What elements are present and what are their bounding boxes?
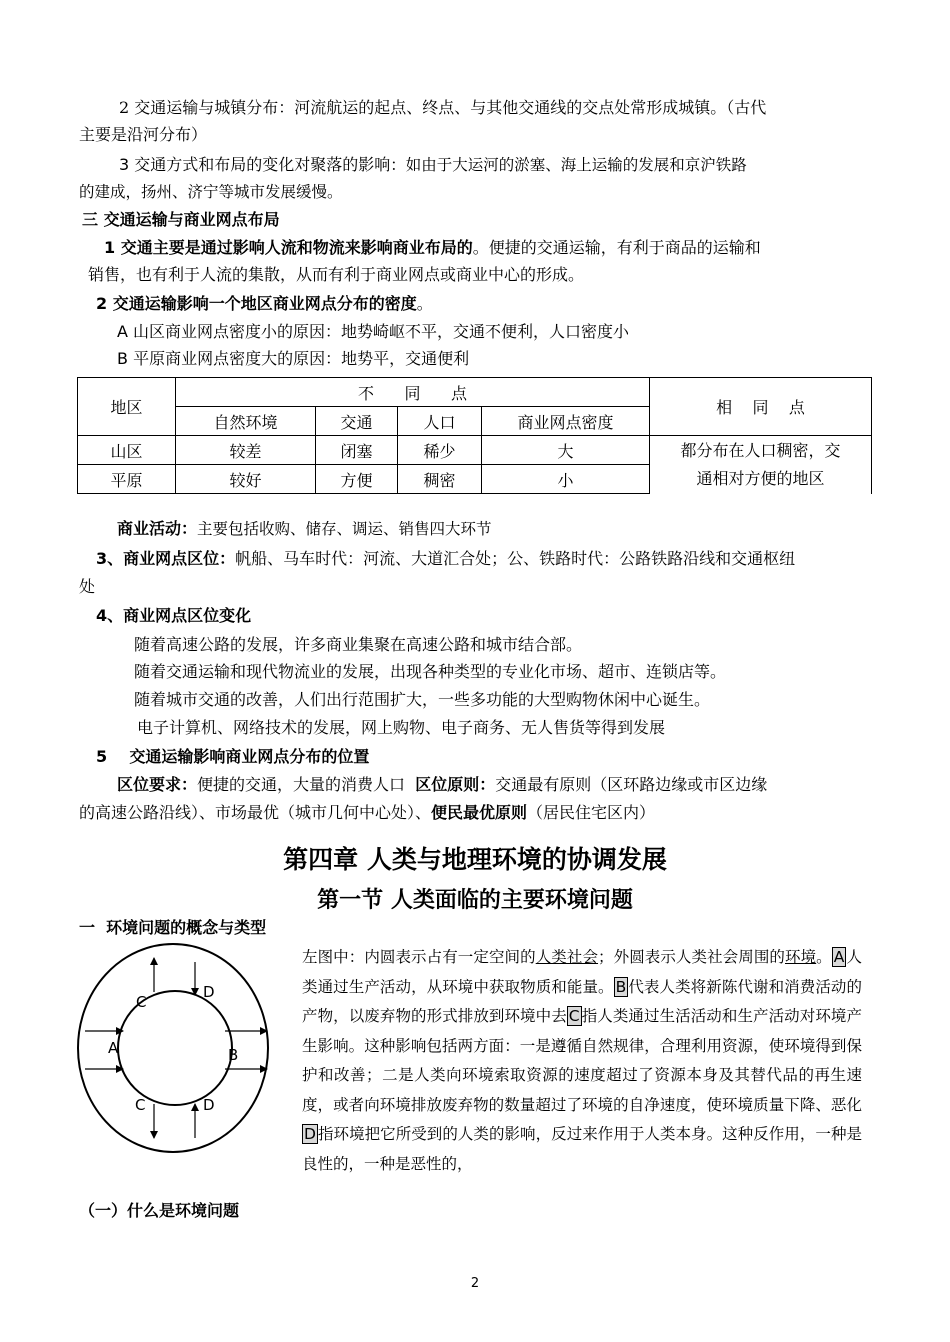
heading-settlement: 3 交通方式和布局的变化对聚落的影响 bbox=[119, 155, 391, 174]
para-text: 人类通过生产活动，从环境中获取物质和能量。 bbox=[302, 948, 862, 996]
label-a: A bbox=[108, 1039, 119, 1057]
diagram-explanation bbox=[302, 943, 862, 1179]
para-text: 代表人类将新陈代谢和消费活动的产物，以废弃物的形式排放到环境中去 bbox=[302, 977, 862, 1025]
list-item: 随着交通运输和现代物流业的发展，出现各种类型的专业化市场、超市、连锁店等。 bbox=[134, 662, 727, 681]
term-human-society: 人类社会 bbox=[535, 948, 599, 966]
line-p3-cont: 处 bbox=[79, 577, 96, 596]
list-item: 随着城市交通的改善，人们出行范围扩大，一些多功能的大型购物休闲中心诞生。 bbox=[134, 690, 711, 709]
principle-heading: 区位原则： bbox=[415, 775, 496, 794]
subsection-title: 一 环境问题的概念与类型 bbox=[79, 918, 267, 937]
text-settlement: ：如由于大运河的淤塞、海上运输的发展和京沪铁路 bbox=[390, 156, 747, 174]
outer-circle-environment bbox=[78, 944, 268, 1152]
line-transport-town bbox=[119, 97, 766, 119]
principle-text: 交通最有原则（区环路边缘或市区边缘 bbox=[495, 775, 768, 794]
list-item: 随着高速公路的发展，许多商业集聚在高速公路和城市结合部。 bbox=[134, 635, 583, 654]
text-transport-town: ：河流航运的起点、终点、与其他交通线的交点处常形成城镇。（古代 bbox=[278, 98, 767, 117]
table-row bbox=[78, 436, 872, 465]
marker-d: D bbox=[304, 1125, 316, 1143]
section-title-commerce: 三 交通运输与商业网点布局 bbox=[82, 210, 280, 229]
same-text-line1: 都分布在人口稠密，交 bbox=[680, 440, 841, 460]
para-text: ；外圆表示人类社会周围的 bbox=[598, 948, 785, 966]
line-location-cont bbox=[79, 802, 655, 824]
p2-heading: 2 交通运输影响一个地区商业网点分布的密度 bbox=[96, 294, 417, 313]
line-ancient: 主要是沿河分布） bbox=[79, 125, 208, 144]
term-environment: 环境 bbox=[785, 948, 817, 966]
line-p1-cont: 销售，也有利于人流的集散，从而有利于商业网点或商业中心的形成。 bbox=[88, 265, 585, 284]
human-environment-diagram bbox=[75, 942, 275, 1167]
marker-b: B bbox=[615, 977, 627, 996]
page-number: 2 bbox=[470, 1276, 480, 1291]
principle-cont-b: 便民最优原则 bbox=[431, 803, 528, 822]
cell-env: 较好 bbox=[176, 465, 316, 494]
cell-region: 山区 bbox=[78, 436, 176, 465]
principle-cont-c: （居民住宅区内） bbox=[527, 803, 656, 822]
subheader-traffic: 交通 bbox=[316, 407, 398, 436]
para-text: 左图中：内圆表示占有一定空间的 bbox=[302, 948, 536, 966]
label-d-bottom: D bbox=[203, 1096, 215, 1114]
subheader-population: 人口 bbox=[398, 407, 482, 436]
subheader-density: 商业网点密度 bbox=[482, 407, 650, 436]
line-cities: 的建成，扬州、济宁等城市发展缓慢。 bbox=[79, 183, 343, 201]
cell-same bbox=[650, 436, 872, 494]
p5-heading: 5 交通运输影响商业网点分布的位置 bbox=[96, 747, 370, 766]
header-same: 相 同 点 bbox=[650, 378, 872, 436]
cell-population: 稠密 bbox=[398, 465, 482, 494]
subsection-what-is: （一）什么是环境问题 bbox=[79, 1201, 240, 1220]
header-region: 地区 bbox=[78, 378, 176, 436]
label-c-top: C bbox=[136, 993, 147, 1011]
activity-heading: 商业活动： bbox=[117, 519, 198, 538]
line-location bbox=[117, 774, 767, 796]
p3-text: 帆船、马车时代：河流、大道汇合处；公、铁路时代：公路铁路沿线和交通枢纽 bbox=[235, 549, 796, 568]
line-p2 bbox=[96, 293, 433, 315]
cell-traffic: 方便 bbox=[316, 465, 398, 494]
line-plain: B 平原商业网点密度大的原因：地势平，交通便利 bbox=[117, 349, 470, 368]
cell-traffic: 闭塞 bbox=[316, 436, 398, 465]
cell-density: 大 bbox=[482, 436, 650, 465]
line-mountain: A 山区商业网点密度小的原因：地势崎岖不平，交通不便利，人口密度小 bbox=[117, 322, 630, 341]
label-d-top: D bbox=[203, 983, 215, 1001]
marker-c: C bbox=[568, 1007, 580, 1025]
cell-region: 平原 bbox=[78, 465, 176, 494]
line-settlement bbox=[119, 154, 747, 176]
para-text: 。 bbox=[816, 948, 832, 966]
section-title: 第一节 人类面临的主要环境问题 bbox=[317, 888, 633, 913]
line-p1 bbox=[104, 237, 761, 259]
comparison-table bbox=[77, 377, 872, 494]
subheader-env: 自然环境 bbox=[176, 407, 316, 436]
requirement-text: 便捷的交通，大量的消费人口 bbox=[197, 775, 416, 794]
p3-heading: 3、商业网点区位： bbox=[96, 549, 236, 568]
list-item: 电子计算机、网络技术的发展，网上购物、电子商务、无人售货等得到发展 bbox=[137, 718, 666, 737]
header-differences: 不 同 点 bbox=[176, 378, 650, 407]
cell-population: 稀少 bbox=[398, 436, 482, 465]
chapter-title: 第四章 人类与地理环境的协调发展 bbox=[283, 845, 667, 874]
label-b: B bbox=[228, 1046, 239, 1064]
marker-a: A bbox=[833, 948, 845, 966]
p1-heading: 1 交通主要是通过影响人流和物流来影响商业布局的 bbox=[104, 238, 473, 257]
heading-transport-town: 2 交通运输与城镇分布 bbox=[119, 98, 279, 117]
p2-text: 。 bbox=[416, 294, 433, 313]
para-text: 指人类通过生活活动和生产活动对环境产生影响。这种影响包括两方面：一是遵循自然规律，合理利用资源，使环境得到保护和改善；二是人类向环境索取资源的速度超过了资源本身及其替代品的再生速度，或者向环境排放废弃物的数量超过了环境的自净速度，使环境质量下降、恶化 bbox=[302, 1007, 862, 1114]
line-p3 bbox=[96, 548, 795, 570]
same-text-line2: 通相对方便的地区 bbox=[696, 468, 825, 488]
line-activity bbox=[117, 518, 492, 540]
activity-text: 主要包括收购、储存、调运、销售四大环节 bbox=[197, 520, 492, 538]
label-c-bottom: C bbox=[135, 1096, 146, 1114]
requirement-heading: 区位要求： bbox=[117, 775, 198, 794]
cell-env: 较差 bbox=[176, 436, 316, 465]
principle-cont-a: 的高速公路沿线）、市场最优（城市几何中心处）、 bbox=[79, 803, 432, 822]
para-text: 指环境把它所受到的人类的影响，反过来作用于人类本身。这种反作用，一种是良性的，一种是恶性的， bbox=[302, 1125, 862, 1173]
p1-text: 。便捷的交通运输，有利于商品的运输和 bbox=[472, 238, 761, 257]
p4-heading: 4、商业网点区位变化 bbox=[96, 606, 252, 625]
cell-density: 小 bbox=[482, 465, 650, 494]
